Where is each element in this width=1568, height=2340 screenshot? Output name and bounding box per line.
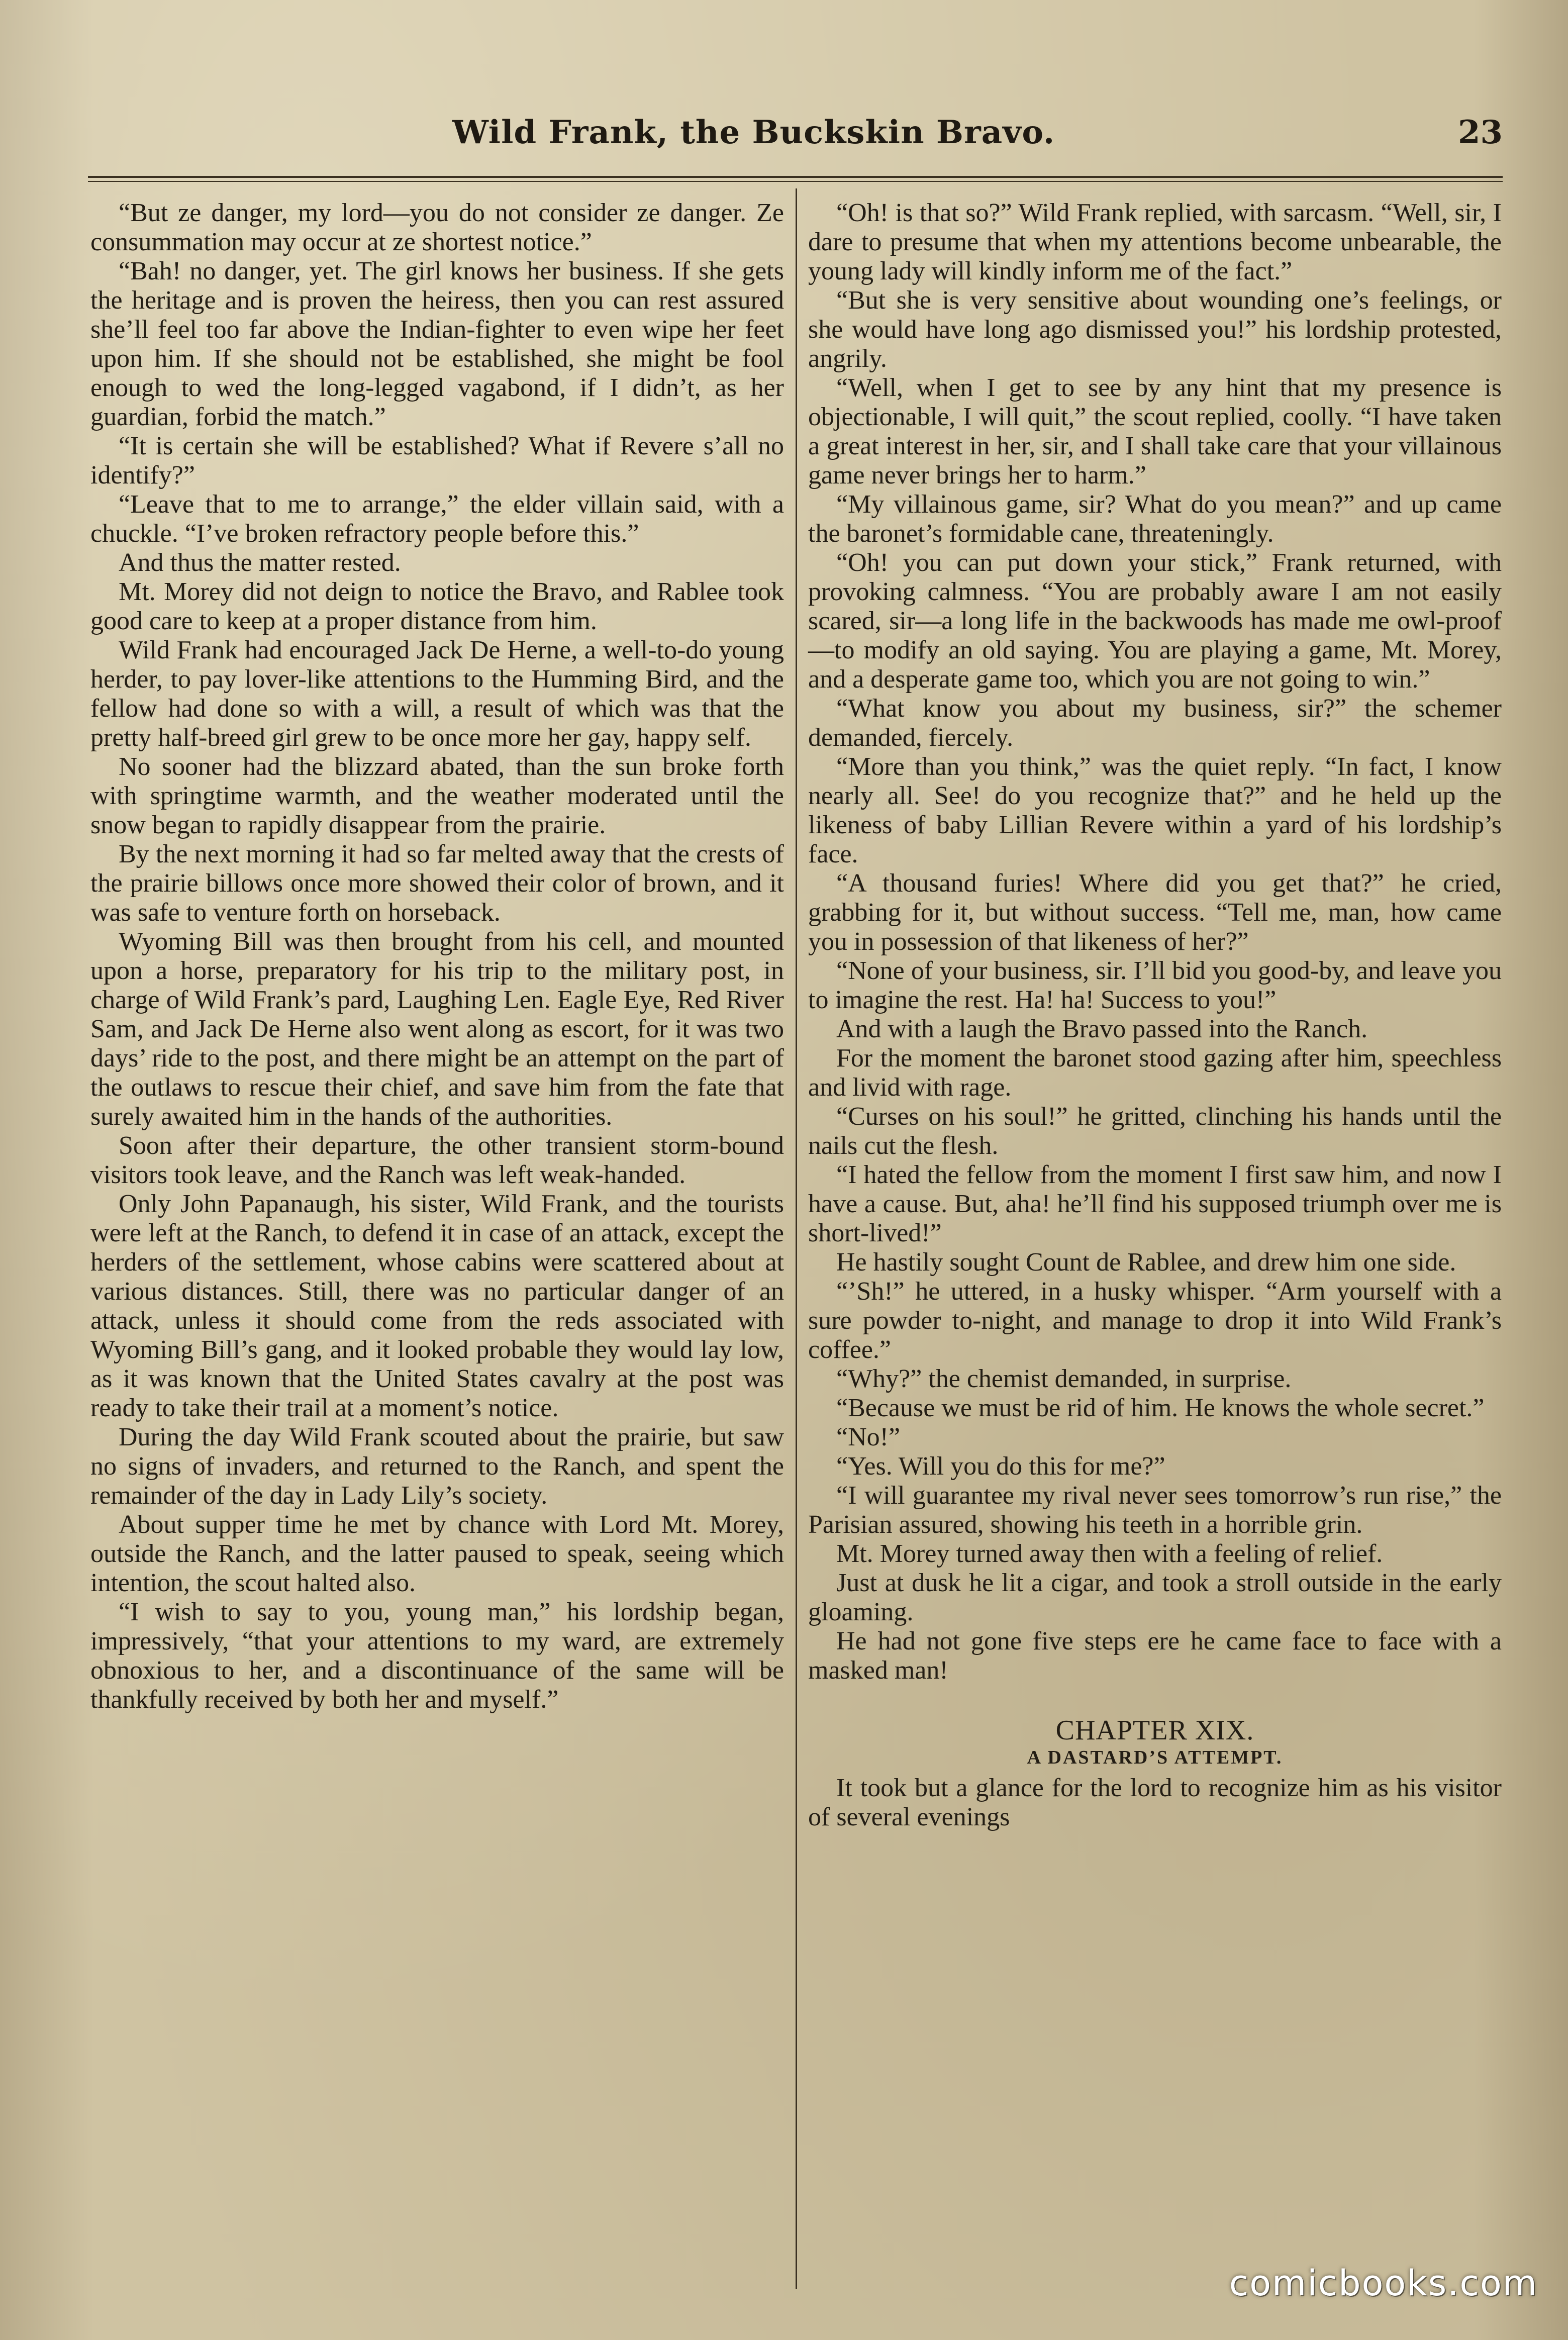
- watermark: comicbooks.com: [1229, 2263, 1538, 2304]
- chapter-opening: It took but a glance for the lord to recognize him as his visitor of several evenings: [808, 1774, 1502, 1831]
- paragraph: No sooner had the blizzard abated, than the sun broke forth with springtime warmth, and the weather moderated until the snow began to rapidly disappear from the prairie.: [90, 752, 784, 839]
- paragraph: “But ze danger, my lord—you do not consider ze danger. Ze consummation may occur at ze shortest notice.”: [90, 199, 784, 256]
- paragraph: “Leave that to me to arrange,” the elder villain said, with a chuckle. “I’ve broken refractory people before this.”: [90, 490, 784, 548]
- paragraph: “’Sh!” he uttered, in a husky whisper. “Arm yourself with a sure powder to-night, and manage to drop it into Wild Frank’s coffee.”: [808, 1277, 1502, 1364]
- paragraph: For the moment the baronet stood gazing after him, speechless and livid with rage.: [808, 1044, 1502, 1102]
- paragraph: During the day Wild Frank scouted about the prairie, but saw no signs of invaders, and returned to the Ranch, and spent the remainder of the day in Lady Lily’s society.: [90, 1423, 784, 1510]
- paragraph: “Oh! is that so?” Wild Frank replied, with sarcasm. “Well, sir, I dare to presume that when my attentions become unbearable, the young lady will kindly inform me of the fact.”: [808, 199, 1502, 285]
- paragraph: And thus the matter rested.: [119, 548, 401, 577]
- running-header: [452, 114, 1503, 164]
- paragraph: About supper time he met by chance with Lord Mt. Morey, outside the Ranch, and the latter paused to speak, seeing which intention, the scout halted also.: [90, 1510, 784, 1597]
- paragraph: “No!”: [836, 1423, 901, 1451]
- page-number: 23: [1457, 114, 1503, 151]
- paragraph: “Yes. Will you do this for me?”: [836, 1452, 1165, 1481]
- paragraph: “What know you about my business, sir?” the schemer demanded, fiercely.: [808, 694, 1502, 752]
- paragraph: “I will guarantee my rival never sees tomorrow’s run rise,” the Parisian assured, showing his teeth in a horrible grin.: [808, 1481, 1502, 1539]
- paragraph: By the next morning it had so far melted away that the crests of the prairie billows once more showed their color of brown, and it was safe to venture forth on horseback.: [90, 840, 784, 927]
- paragraph: “A thousand furies! Where did you get that?” he cried, grabbing for it, but without success. “Tell me, man, how came you in possession of that likeness of her?”: [808, 869, 1502, 956]
- paragraph: Mt. Morey turned away then with a feeling of relief.: [836, 1539, 1383, 1568]
- paragraph: Soon after their departure, the other transient storm-bound visitors took leave, and the Ranch was left weak-handed.: [90, 1131, 784, 1189]
- paragraph: “Why?” the chemist demanded, in surprise.: [836, 1364, 1292, 1393]
- header-rule-thin: [88, 181, 1503, 182]
- paragraph: He had not gone five steps ere he came face to face with a masked man!: [808, 1627, 1502, 1685]
- paragraph: Just at dusk he lit a cigar, and took a stroll outside in the early gloaming.: [808, 1569, 1502, 1626]
- paragraph: Mt. Morey did not deign to notice the Bravo, and Rablee took good care to keep at a proper distance from him.: [90, 577, 784, 635]
- paragraph: “My villainous game, sir? What do you mean?” and up came the baronet’s formidable cane, threateningly.: [808, 490, 1502, 548]
- paragraph: Wild Frank had encouraged Jack De Herne, a well-to-do young herder, to pay lover-like attentions to the Humming Bird, and the fellow had done so with a will, a result of which was that the pretty half-breed girl grew to be once more her gay, happy self.: [90, 636, 784, 752]
- paragraph: “None of your business, sir. I’ll bid you good-by, and leave you to imagine the rest. Ha! ha! Success to you!”: [808, 956, 1502, 1014]
- paragraph: “Bah! no danger, yet. The girl knows her business. If she gets the heritage and is proven the heiress, then you can rest assured she’ll feel too far above the Indian-fighter to even wipe her feet upon him. If she should not be established, she might be fool enough to wed the long-legged vagabond, if I didn’t, as her guardian, forbid the match.”: [90, 257, 784, 431]
- paragraph: “Because we must be rid of him. He knows the whole secret.”: [836, 1394, 1485, 1422]
- header-rule: [88, 176, 1503, 178]
- paragraph: “It is certain she will be established? What if Revere s’all no identify?”: [90, 432, 784, 490]
- paragraph: He hastily sought Count de Rablee, and drew him one side.: [836, 1248, 1456, 1277]
- chapter-heading: CHAPTER XIX.: [1055, 1715, 1254, 1746]
- paragraph: “Curses on his soul!” he gritted, clinching his hands until the nails cut the flesh.: [808, 1102, 1502, 1160]
- column-divider: [796, 188, 797, 2289]
- right-column: [808, 199, 1502, 1832]
- running-title: Wild Frank, the Buckskin Bravo.: [452, 114, 1055, 151]
- paragraph: “Well, when I get to see by any hint that my presence is objectionable, I will quit,” the scout replied, coolly. “I have taken a great interest in her, sir, and I shall take care that your villainous game never brings her to harm.”: [808, 373, 1502, 490]
- left-column: [90, 199, 784, 1714]
- paragraph: Only John Papanaugh, his sister, Wild Frank, and the tourists were left at the Ranch, to defend it in case of an attack, except the herders of the settlement, whose cabins were scattered about at various distances. Still, there was no particular danger of an attack, unless it should come from the reds associated with Wyoming Bill’s gang, and it looked probable they would lay low, as it was known that the United States cavalry at the post was ready to take their trail at a moment’s notice.: [90, 1190, 784, 1422]
- paragraph: “I wish to say to you, young man,” his lordship began, impressively, “that your attentions to my ward, are extremely obnoxious to her, and a discontinuance of the same will be thankfully received by both her and myself.”: [90, 1598, 784, 1714]
- paragraph: Wyoming Bill was then brought from his cell, and mounted upon a horse, preparatory for his trip to the military post, in charge of Wild Frank’s pard, Laughing Len. Eagle Eye, Red River Sam, and Jack De Herne also went along as escort, for it was two days’ ride to the post, and there might be an attempt on the part of the outlaws to rescue their chief, and save him from the fate that surely awaited him in the hands of the authorities.: [90, 927, 784, 1131]
- paragraph: “More than you think,” was the quiet reply. “In fact, I know nearly all. See! do you recognize that?” and he held up the likeness of baby Lillian Revere within a yard of his lordship’s face.: [808, 752, 1502, 868]
- paragraph: “But she is very sensitive about wounding one’s feelings, or she would have long ago dismissed you!” his lordship protested, angrily.: [808, 286, 1502, 373]
- paragraph: “Oh! you can put down your stick,” Frank returned, with provoking calmness. “You are probably aware I am not easily scared, sir—a long life in the backwoods has made me owl-proof—to modify an old saying. You are playing a game, Mt. Morey, and a desperate game too, which you are not going to win.”: [808, 548, 1502, 694]
- paragraph: “I hated the fellow from the moment I first saw him, and now I have a cause. But, aha! he’ll find his supposed triumph over me is short-lived!”: [808, 1160, 1502, 1247]
- chapter-subtitle: A DASTARD’S ATTEMPT.: [1027, 1747, 1283, 1768]
- paragraph: And with a laugh the Bravo passed into the Ranch.: [836, 1015, 1368, 1043]
